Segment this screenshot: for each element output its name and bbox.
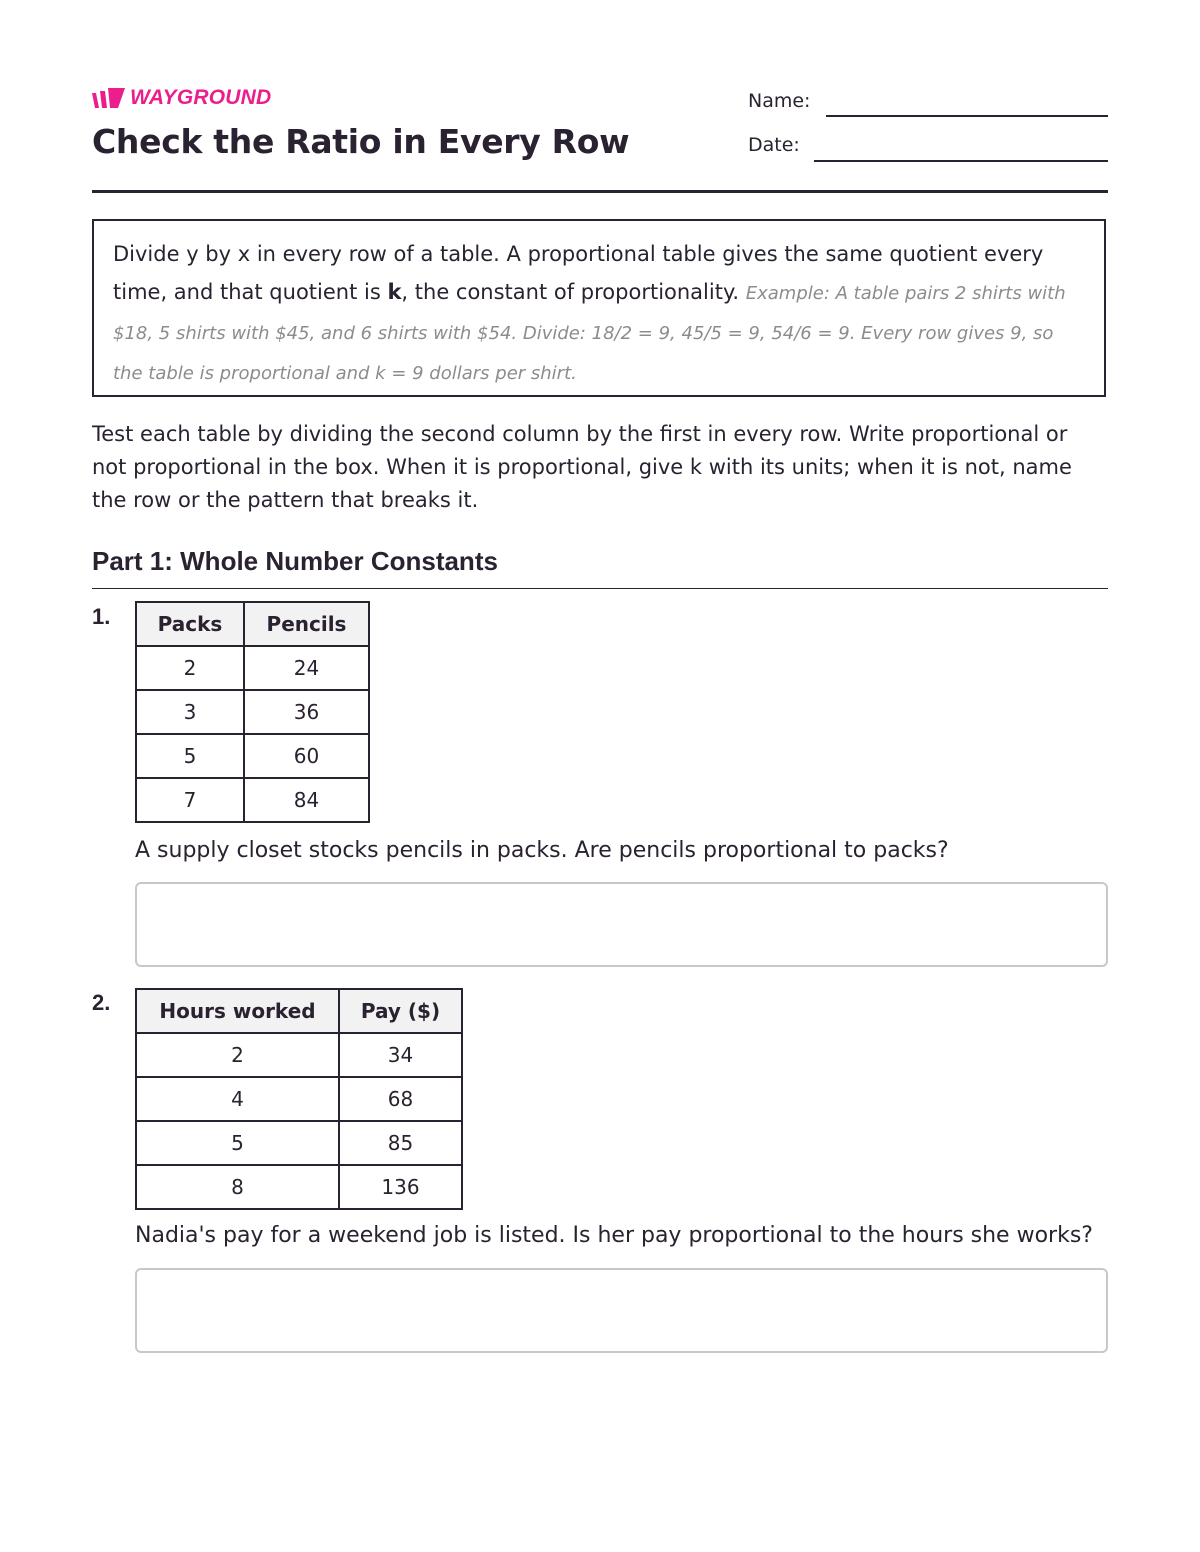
table-cell: 36 [244, 690, 369, 734]
header-divider [92, 190, 1108, 193]
question-1-number: 1. [92, 604, 111, 629]
table-cell: 85 [339, 1121, 462, 1165]
question-2-prompt: Nadia's pay for a weekend job is listed. Is her pay proportional to the hours she works? [135, 1223, 1093, 1248]
table-row [136, 1165, 462, 1209]
table-cell: 24 [244, 646, 369, 690]
table-cell: 34 [339, 1033, 462, 1077]
table-cell: 5 [136, 734, 244, 778]
part-1-title: Part 1: Whole Number Constants [92, 546, 498, 576]
table-header: Packs [136, 602, 244, 646]
question-1-table [135, 601, 370, 823]
intro-box [92, 219, 1106, 397]
wayground-logo-icon [92, 87, 126, 109]
table-cell: 5 [136, 1121, 339, 1165]
table-cell: 60 [244, 734, 369, 778]
table-header: Pencils [244, 602, 369, 646]
question-1-prompt: A supply closet stocks pencils in packs. Are pencils proportional to packs? [135, 838, 949, 863]
question-2-number: 2. [92, 990, 111, 1015]
brand-logo [92, 86, 271, 110]
intro-k: k [387, 280, 402, 304]
table-cell: 68 [339, 1077, 462, 1121]
intro-example: Example: A table pairs 2 shirts with $18, 5 shirts with $45, and 6 shirts with $54. Divide: 18/2 = 9, 45/5 = 9, 54/6 = 9. Every row gives 9, so the table is proportional and k = 9 dollars per shirt. [113, 283, 1066, 384]
name-label: Name: [748, 90, 811, 112]
table-cell: 2 [136, 646, 244, 690]
table-row [136, 1077, 462, 1121]
table-cell: 3 [136, 690, 244, 734]
date-label: Date: [748, 134, 800, 156]
question-2-table [135, 988, 463, 1210]
table-cell: 7 [136, 778, 244, 822]
table-row [136, 778, 369, 822]
intro-text: Divide y by x in every row of a table. A proportional table gives the same quotient every time, and that quotient is [113, 242, 1044, 304]
question-2-answer-box[interactable] [135, 1268, 1108, 1353]
table-cell: 4 [136, 1077, 339, 1121]
table-cell: 8 [136, 1165, 339, 1209]
table-row [136, 690, 369, 734]
table-row [136, 734, 369, 778]
table-cell: 2 [136, 1033, 339, 1077]
question-1-answer-box[interactable] [135, 882, 1108, 967]
date-field[interactable] [814, 160, 1108, 162]
table-row [136, 646, 369, 690]
table-row [136, 1033, 462, 1077]
instructions: Test each table by dividing the second column by the first in every row. Write proportional or not proportional in the box. When it is proportional, give k with its units; when it is not, name the row or the pattern that breaks it. [92, 422, 1072, 512]
intro-text-end: , the constant of proportionality. [401, 280, 740, 304]
table-header: Pay ($) [339, 989, 462, 1033]
table-cell: 136 [339, 1165, 462, 1209]
table-row [136, 1121, 462, 1165]
name-field[interactable] [826, 115, 1108, 117]
brand-name: WAYGROUND [130, 86, 272, 109]
part-divider [92, 588, 1108, 589]
table-header: Hours worked [136, 989, 339, 1033]
page-title: Check the Ratio in Every Row [92, 122, 630, 161]
table-cell: 84 [244, 778, 369, 822]
